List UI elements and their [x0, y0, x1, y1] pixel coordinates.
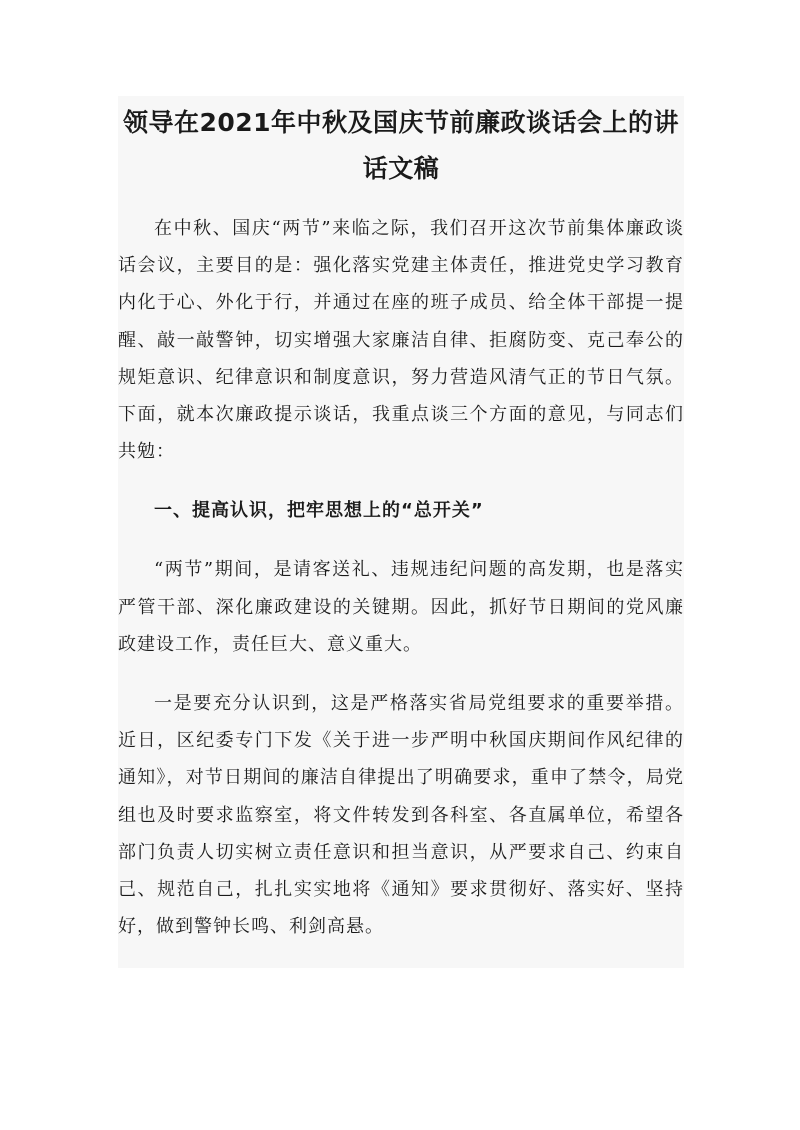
- document-title: 领导在2021年中秋及国庆节前廉政谈话会上的讲话文稿: [122, 108, 680, 183]
- document-body: [118, 96, 684, 945]
- section-heading-1: 一、提高认识，把牢思想上的“总开关”: [154, 500, 484, 522]
- section1-paragraph-2: 一是要充分认识到，这是严格落实省局党组要求的重要举措。近日，区纪委专门下发《关于进一步严明中秋国庆期间作风纪律的通知》，对节日期间的廉洁自律提出了明确要求，重申了禁令，局党组也及时要求监察室，将文件转发到各科室、各直属单位，希望各部门负责人切实树立责任意识和担当意识，从严要求自己、约束自己、规范自己，扎扎实实地将《通知》要求贯彻好、落实好、坚持好，做到警钟长鸣、利剑高悬。: [118, 693, 684, 938]
- intro-paragraph: 在中秋、国庆“两节”来临之际，我们召开这次节前集体廉政谈话会议，主要目的是：强化落实党建主体责任，推进党史学习教育内化于心、外化于行，并通过在座的班子成员、给全体干部提一提醒、敲一敲警钟，切实增强大家廉洁自律、拒腐防变、克己奉公的规矩意识、纪律意识和制度意识，努力营造风清气正的节日气氛。下面，就本次廉政提示谈话，我重点谈三个方面的意见，与同志们共勉：: [118, 218, 684, 463]
- section1-paragraph-1: “两节”期间，是请客送礼、违规违纪问题的高发期，也是落实严管干部、深化廉政建设的关键期。因此，抓好节日期间的党风廉政建设工作，责任巨大、意义重大。: [118, 559, 684, 655]
